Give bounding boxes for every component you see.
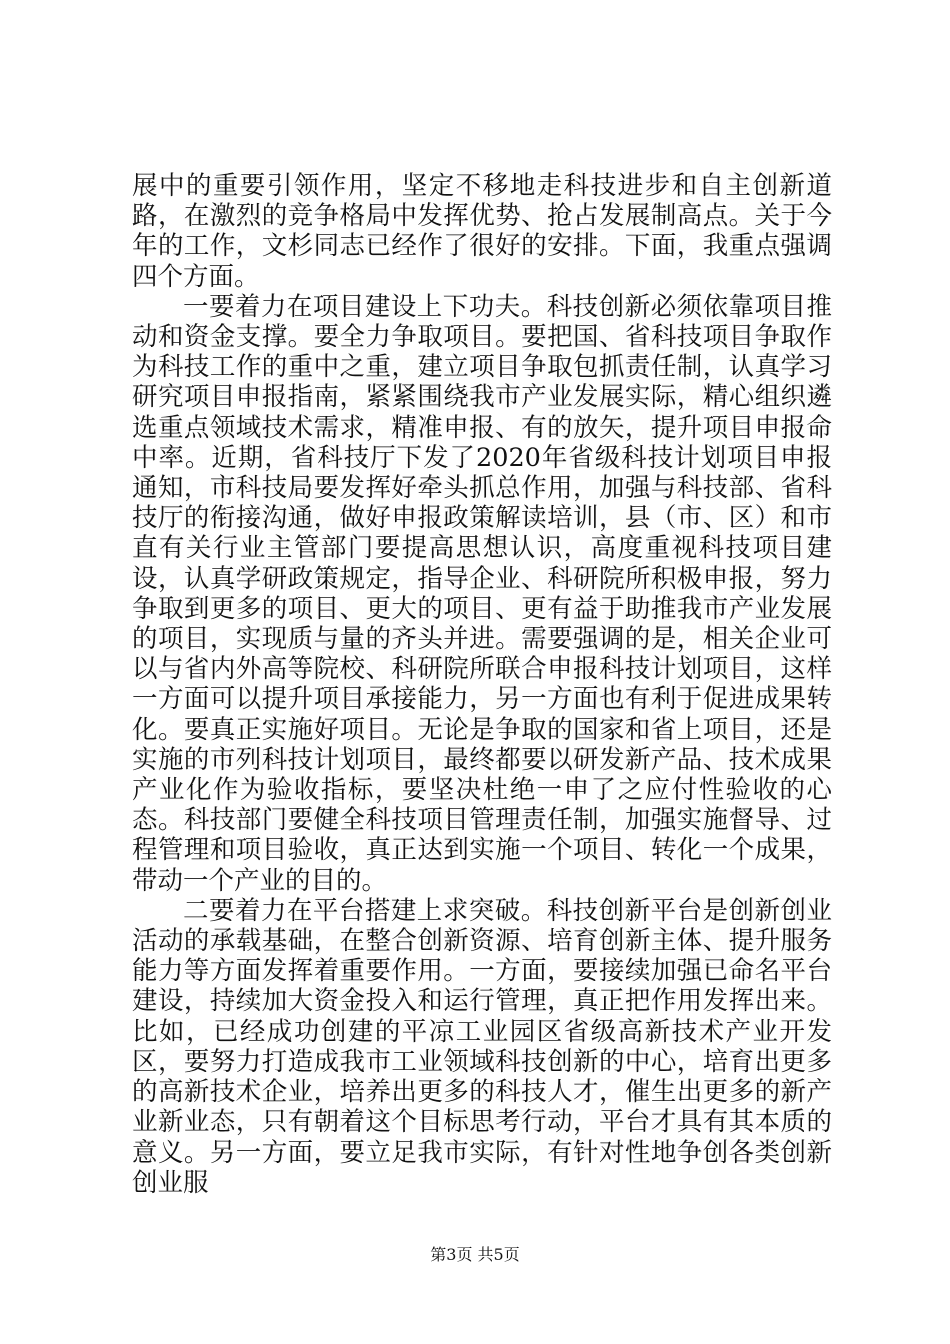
- body-text: [132, 171, 832, 1198]
- paragraph-platform-building: 二要着力在平台搭建上求突破。科技创新平台是创新创业活动的承载基础，在整合创新资源、培育创新主体、提升服务能力等方面发挥着重要作用。一方面，要接续加强已命名平台建设，持续加大资金投入和运行管理，真正把作用发挥出来。比如，已经成功创建的平凉工业园区省级高新技术产业开发区，要努力打造成我市工业领域科技创新的中心，培育出更多的高新技术企业，培养出更多的科技人才，催生出更多的新产业新业态，只有朝着这个目标思考行动，平台才具有其本质的意义。另一方面，要立足我市实际，有针对性地争创各类创新创业服: [132, 895, 832, 1198]
- page-footer: 第3页 共5页: [430, 1245, 520, 1264]
- paragraph-continuation: 展中的重要引领作用，坚定不移地走科技进步和自主创新道路，在激烈的竞争格局中发挥优势、抢占发展制高点。关于今年的工作，文杉同志已经作了很好的安排。下面，我重点强调四个方面。: [132, 171, 832, 292]
- paragraph-project-construction: 一要着力在项目建设上下功夫。科技创新必须依靠项目推动和资金支撑。要全力争取项目。要把国、省科技项目争取作为科技工作的重中之重，建立项目争取包抓责任制，认真学习研究项目申报指南，紧紧围绕我市产业发展实际，精心组织遴选重点领域技术需求，精准申报、有的放矢，提升项目申报命中率。近期，省科技厅下发了2020年省级科技计划项目申报通知，市科技局要发挥好牵头抓总作用，加强与科技部、省科技厅的衔接沟通，做好申报政策解读培训，县（市、区）和市直有关行业主管部门要提高思想认识，高度重视科技项目建设，认真学研政策规定，指导企业、科研院所积极申报，努力争取到更多的项目、更大的项目、更有益于助推我市产业发展的项目，实现质与量的齐头并进。需要强调的是，相关企业可以与省内外高等院校、科研院所联合申报科技计划项目，这样一方面可以提升项目承接能力，另一方面也有利于促进成果转化。要真正实施好项目。无论是争取的国家和省上项目，还是实施的市列科技计划项目，最终都要以研发新产品、技术成果产业化作为验收指标，要坚决杜绝一申了之应付性验收的心态。科技部门要健全科技项目管理责任制，加强实施督导、过程管理和项目验收，真正达到实施一个项目、转化一个成果，带动一个产业的目的。: [132, 291, 832, 896]
